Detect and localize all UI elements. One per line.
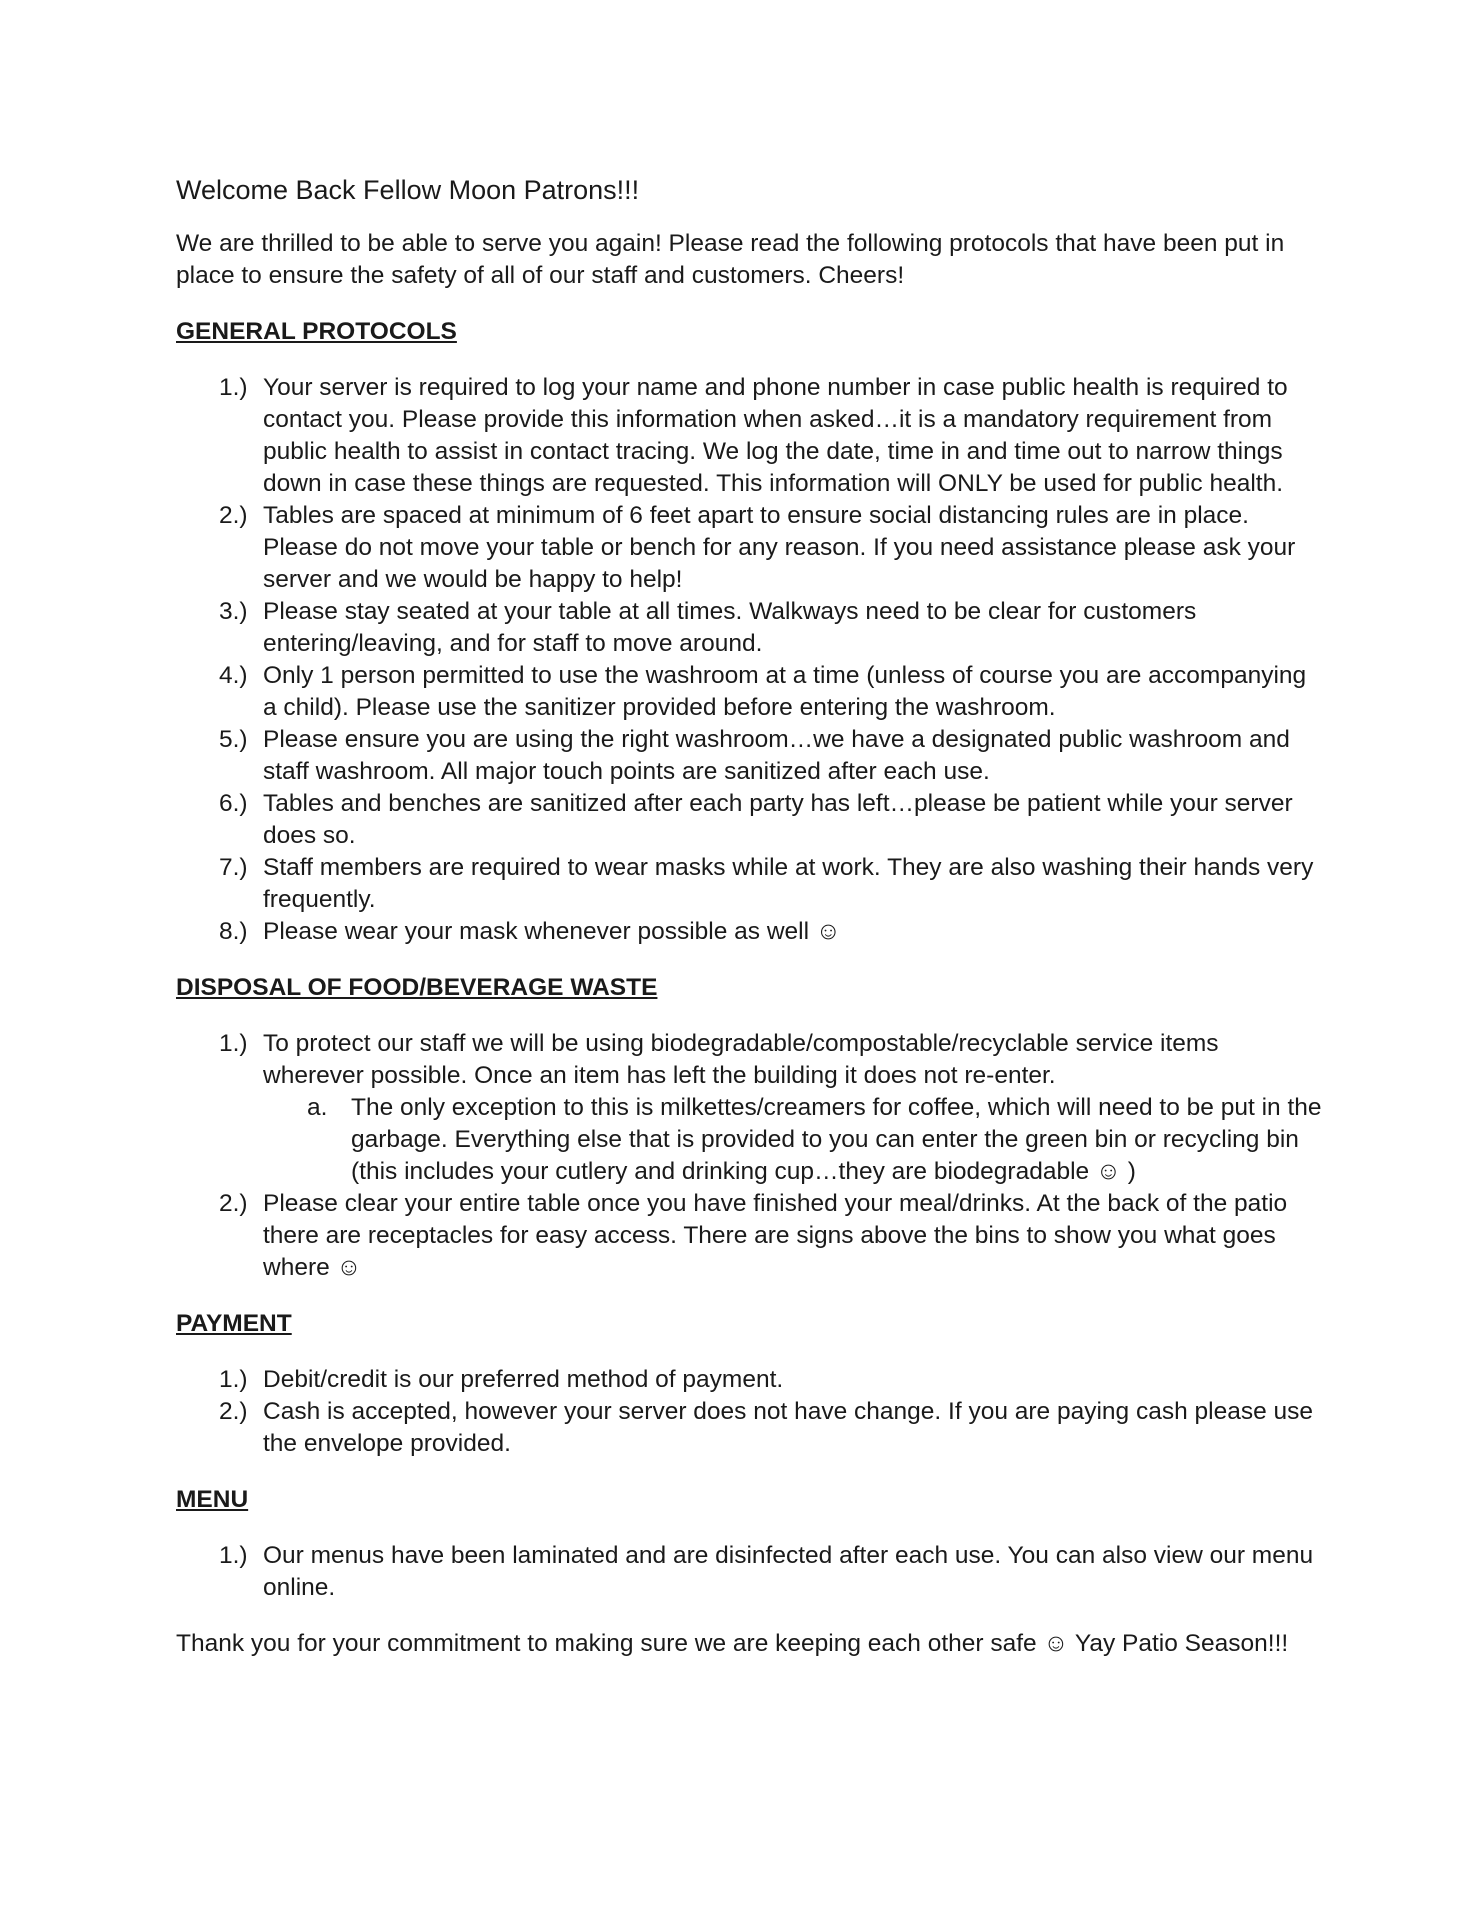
item-text: Please wear your mask whenever possible as well ☺ [263, 918, 841, 945]
list-item [176, 596, 1326, 660]
closing-paragraph: Thank you for your commitment to making sure we are keeping each other safe ☺ Yay Patio Season!!! [176, 1630, 1289, 1657]
page-title: Welcome Back Fellow Moon Patrons!!! [176, 175, 640, 205]
item-number: 1.) [219, 1030, 248, 1057]
general-protocols-heading: GENERAL PROTOCOLS [176, 318, 457, 345]
menu-heading: MENU [176, 1486, 249, 1513]
payment-heading: PAYMENT [176, 1310, 292, 1337]
disposal-list [176, 1028, 1326, 1284]
sub-list-item [263, 1092, 1326, 1188]
disposal-sub-list [263, 1092, 1326, 1188]
item-text: Our menus have been laminated and are disinfected after each use. You can also view our menu online. [263, 1542, 1314, 1601]
document-page [176, 172, 1326, 1660]
list-item [176, 724, 1326, 788]
list-item [176, 852, 1326, 916]
item-number: 1.) [219, 1366, 248, 1393]
item-number: 7.) [219, 854, 248, 881]
item-text: Your server is required to log your name and phone number in case public health is required to contact you. Please provide this information when asked…it is a mandatory requirement from public health to assist in contact tracing. We log the date, time in and time out to narrow things down in case these things are requested. This information will ONLY be used for public health. [263, 374, 1288, 497]
disposal-heading: DISPOSAL OF FOOD/BEVERAGE WASTE [176, 974, 658, 1001]
list-item [176, 1396, 1326, 1460]
item-number: 2.) [219, 1190, 248, 1217]
item-text: Staff members are required to wear masks while at work. They are also washing their hands very frequently. [263, 854, 1314, 913]
item-number: 1.) [219, 1542, 248, 1569]
list-item [176, 916, 1326, 948]
item-text: Tables and benches are sanitized after each party has left…please be patient while your server does so. [263, 790, 1293, 849]
item-number: 2.) [219, 502, 248, 529]
sub-item-letter: a. [307, 1094, 328, 1121]
item-number: 2.) [219, 1398, 248, 1425]
list-item [176, 1188, 1326, 1284]
item-number: 6.) [219, 790, 248, 817]
list-item [176, 500, 1326, 596]
list-item [176, 788, 1326, 852]
list-item [176, 372, 1326, 500]
item-number: 8.) [219, 918, 248, 945]
payment-list [176, 1364, 1326, 1460]
list-item [176, 1028, 1326, 1188]
item-text: Debit/credit is our preferred method of payment. [263, 1366, 784, 1393]
item-text: Tables are spaced at minimum of 6 feet apart to ensure social distancing rules are in place. Please do not move your table or bench for any reason. If you need assistance please ask your server and we would be happy to help! [263, 502, 1296, 593]
item-text: Please ensure you are using the right washroom…we have a designated public washroom and staff washroom. All major touch points are sanitized after each use. [263, 726, 1290, 785]
list-item [176, 1540, 1326, 1604]
menu-list [176, 1540, 1326, 1604]
item-text: To protect our staff we will be using biodegradable/compostable/recyclable service items wherever possible. Once an item has left the building it does not re-enter. [263, 1030, 1219, 1089]
item-text: Please stay seated at your table at all times. Walkways need to be clear for customers entering/leaving, and for staff to move around. [263, 598, 1197, 657]
item-number: 3.) [219, 598, 248, 625]
item-text: Please clear your entire table once you have finished your meal/drinks. At the back of the patio there are receptacles for easy access. There are signs above the bins to show you what goes where ☺ [263, 1190, 1288, 1281]
item-text: Cash is accepted, however your server does not have change. If you are paying cash please use the envelope provided. [263, 1398, 1314, 1457]
item-number: 1.) [219, 374, 248, 401]
item-text: Only 1 person permitted to use the washroom at a time (unless of course you are accompanying a child). Please use the sanitizer provided before entering the washroom. [263, 662, 1307, 721]
list-item [176, 1364, 1326, 1396]
intro-paragraph: We are thrilled to be able to serve you again! Please read the following protocols that have been put in place to ensure the safety of all of our staff and customers. Cheers! [176, 230, 1285, 289]
list-item [176, 660, 1326, 724]
item-number: 4.) [219, 662, 248, 689]
general-protocols-list [176, 372, 1326, 948]
sub-item-text: The only exception to this is milkettes/creamers for coffee, which will need to be put in the garbage. Everything else that is provided to you can enter the green bin or recycling bin (this includes your cutlery and drinking cup…they are biodegradable ☺ ) [351, 1094, 1322, 1185]
item-number: 5.) [219, 726, 248, 753]
